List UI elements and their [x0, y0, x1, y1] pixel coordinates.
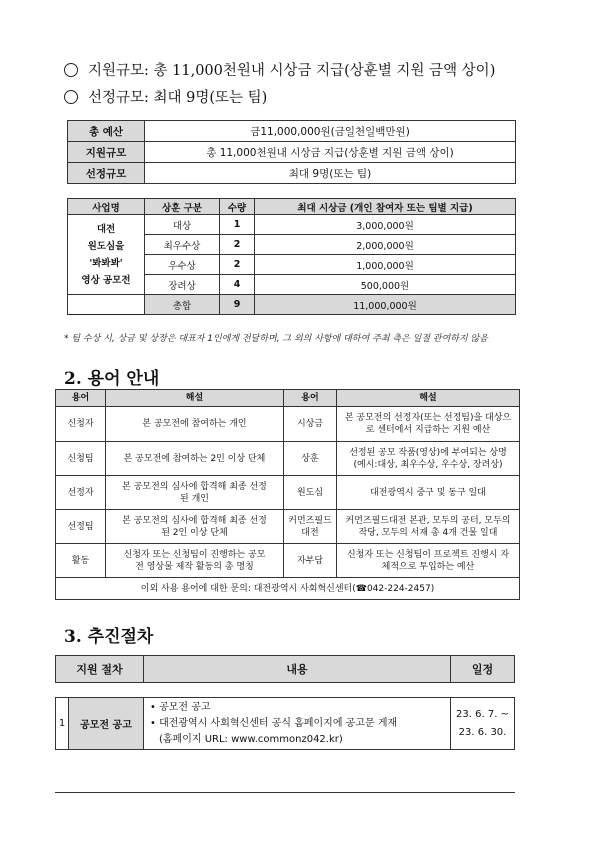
bottom-rule	[55, 792, 515, 793]
content-item	[150, 700, 450, 716]
description-cell: 본 공모전의 심사에 합격해 최종 선정된 개인	[106, 476, 284, 510]
term-cell: 상훈	[284, 442, 337, 476]
content-item	[150, 732, 450, 748]
header-step: 지원 절차	[56, 656, 144, 683]
award-cell: 대상	[145, 215, 220, 235]
header-term: 용어	[56, 390, 106, 407]
total-label: 총합	[145, 295, 220, 315]
step-schedule	[451, 698, 515, 750]
amount-cell: 3,000,000원	[255, 215, 516, 235]
term-cell: 활동	[56, 544, 106, 578]
step-name: 공모전 공고	[69, 698, 144, 750]
glossary-row	[56, 476, 520, 510]
header-award: 상훈 구분	[145, 199, 220, 215]
term-cell: 선정팀	[56, 510, 106, 544]
bullet-icon: •	[150, 701, 160, 713]
procedure-row	[56, 698, 515, 750]
inquiry-contact: 이외 사용 용어에 대한 문의: 대전광역시 사회혁신센터(☎042-224-2457)	[56, 578, 520, 600]
description-cell: 신청자 또는 신청팀이 프로젝트 진행시 자체적으로 투입하는 예산	[337, 544, 520, 578]
summary-label: 선정규모	[68, 163, 145, 184]
amount-cell: 500,000원	[255, 275, 516, 295]
schedule-end: 23. 6. 30.	[458, 726, 507, 738]
count-cell: 2	[220, 235, 255, 255]
schedule-start: 23. 6. 7. ~	[456, 708, 509, 720]
prize-table	[67, 198, 516, 315]
description-cell: 본 공모전에 참여하는 개인	[106, 407, 284, 442]
glossary-footer-row	[56, 578, 520, 600]
award-cell: 장려상	[145, 275, 220, 295]
award-cell: 최우수상	[145, 235, 220, 255]
intro-line-1-text: 지원규모: 총 11,000천원내 시상금 지급(상훈별 지원 금액 상이)	[88, 63, 496, 79]
description-cell: 본 공모전에 참여하는 2인 이상 단체	[106, 442, 284, 476]
project-name-line: 원도심을	[87, 240, 125, 252]
description-cell: 커먼즈필드대전 본관, 모두의 공터, 모두의 작당, 모두의 서재 총 4개 건물 일대	[337, 510, 520, 544]
summary-label: 총 예산	[68, 121, 145, 142]
term-cell: 커먼즈필드 대전	[284, 510, 337, 544]
count-cell: 1	[220, 215, 255, 235]
term-cell: 시상금	[284, 407, 337, 442]
header-content: 내용	[144, 656, 451, 683]
footnote: * 팀 수상 시, 상금 및 상장은 대표자 1인에게 전달하며, 그 외의 사항에 대하여 주최 측은 일절 관여하지 않음	[64, 334, 488, 344]
prize-header-row	[68, 199, 516, 215]
description-cell: 본 공모전의 심사에 합격해 최종 선정된 2인 이상 단체	[106, 510, 284, 544]
glossary-table	[55, 389, 520, 600]
term-cell: 자부담	[284, 544, 337, 578]
header-project: 사업명	[68, 199, 145, 215]
glossary-row	[56, 510, 520, 544]
header-amount: 최대 시상금 (개인 참여자 또는 팀별 지급)	[255, 199, 516, 215]
term-cell: 원도심	[284, 476, 337, 510]
description-cell: 대전광역시 중구 및 동구 일대	[337, 476, 520, 510]
amount-cell: 1,000,000원	[255, 255, 516, 275]
step-number: 1	[56, 698, 69, 750]
header-count: 수량	[220, 199, 255, 215]
description-cell: 선정된 공모 작품(영상)에 부여되는 상명 (예시:대상, 최우수상, 우수상, 장려상)	[337, 442, 520, 476]
header-schedule: 일정	[451, 656, 515, 683]
summary-label: 지원규모	[68, 142, 145, 163]
intro-line-support-scale	[64, 59, 495, 80]
content-item-text: 공모전 공고	[159, 701, 211, 713]
circle-bullet-icon	[64, 90, 78, 104]
count-cell: 2	[220, 255, 255, 275]
total-amount: 11,000,000원	[255, 295, 516, 315]
term-cell: 신청팀	[56, 442, 106, 476]
section-3-title: 3. 추진절차	[64, 627, 154, 647]
prize-row	[68, 215, 516, 235]
prize-total-row	[68, 295, 516, 315]
content-item	[150, 716, 450, 732]
total-count: 9	[220, 295, 255, 315]
procedure-header-row	[56, 656, 515, 683]
circle-bullet-icon	[64, 63, 78, 77]
description-cell: 신청자 또는 신청팀이 진행하는 공모전 영상물 제작 활동의 총 명칭	[106, 544, 284, 578]
glossary-row	[56, 544, 520, 578]
project-name-line: 영상 공모전	[81, 274, 131, 286]
amount-cell: 2,000,000원	[255, 235, 516, 255]
glossary-header-row	[56, 390, 520, 407]
intro-line-2-text: 선정규모: 최대 9명(또는 팀)	[88, 90, 268, 106]
project-name-cell	[68, 215, 145, 295]
term-cell: 신청자	[56, 407, 106, 442]
award-cell: 우수상	[145, 255, 220, 275]
description-cell: 본 공모전의 선정자(또는 선정팀)을 대상으로 센터에서 지급하는 지원 예산	[337, 407, 520, 442]
project-name-line: '봐봐봐'	[89, 257, 123, 269]
project-name-line: 대전	[96, 223, 116, 235]
glossary-row	[56, 442, 520, 476]
summary-row	[68, 163, 516, 184]
summary-value: 총 11,000천원내 시상금 지급(상훈별 지원 금액 상이)	[145, 142, 516, 163]
intro-line-selection-scale	[64, 86, 267, 107]
content-item-text: (홈페이지 URL: www.commonz042.kr)	[159, 733, 343, 745]
term-cell: 선정자	[56, 476, 106, 510]
header-term: 용어	[284, 390, 337, 407]
summary-table	[67, 120, 516, 184]
empty-cell	[68, 295, 145, 315]
summary-row	[68, 142, 516, 163]
procedure-header-table	[55, 655, 515, 683]
header-description: 해설	[337, 390, 520, 407]
content-item-text: 대전광역시 사회혁신센터 공식 홈페이지에 공고문 게재	[159, 717, 398, 729]
section-2-title: 2. 용어 안내	[64, 369, 160, 389]
bullet-icon: •	[150, 717, 160, 729]
header-description: 해설	[106, 390, 284, 407]
summary-value: 금11,000,000원(금일천일백만원)	[145, 121, 516, 142]
glossary-row	[56, 407, 520, 442]
procedure-table	[55, 697, 515, 750]
summary-value: 최대 9명(또는 팀)	[145, 163, 516, 184]
summary-row	[68, 121, 516, 142]
step-content	[144, 698, 451, 750]
count-cell: 4	[220, 275, 255, 295]
